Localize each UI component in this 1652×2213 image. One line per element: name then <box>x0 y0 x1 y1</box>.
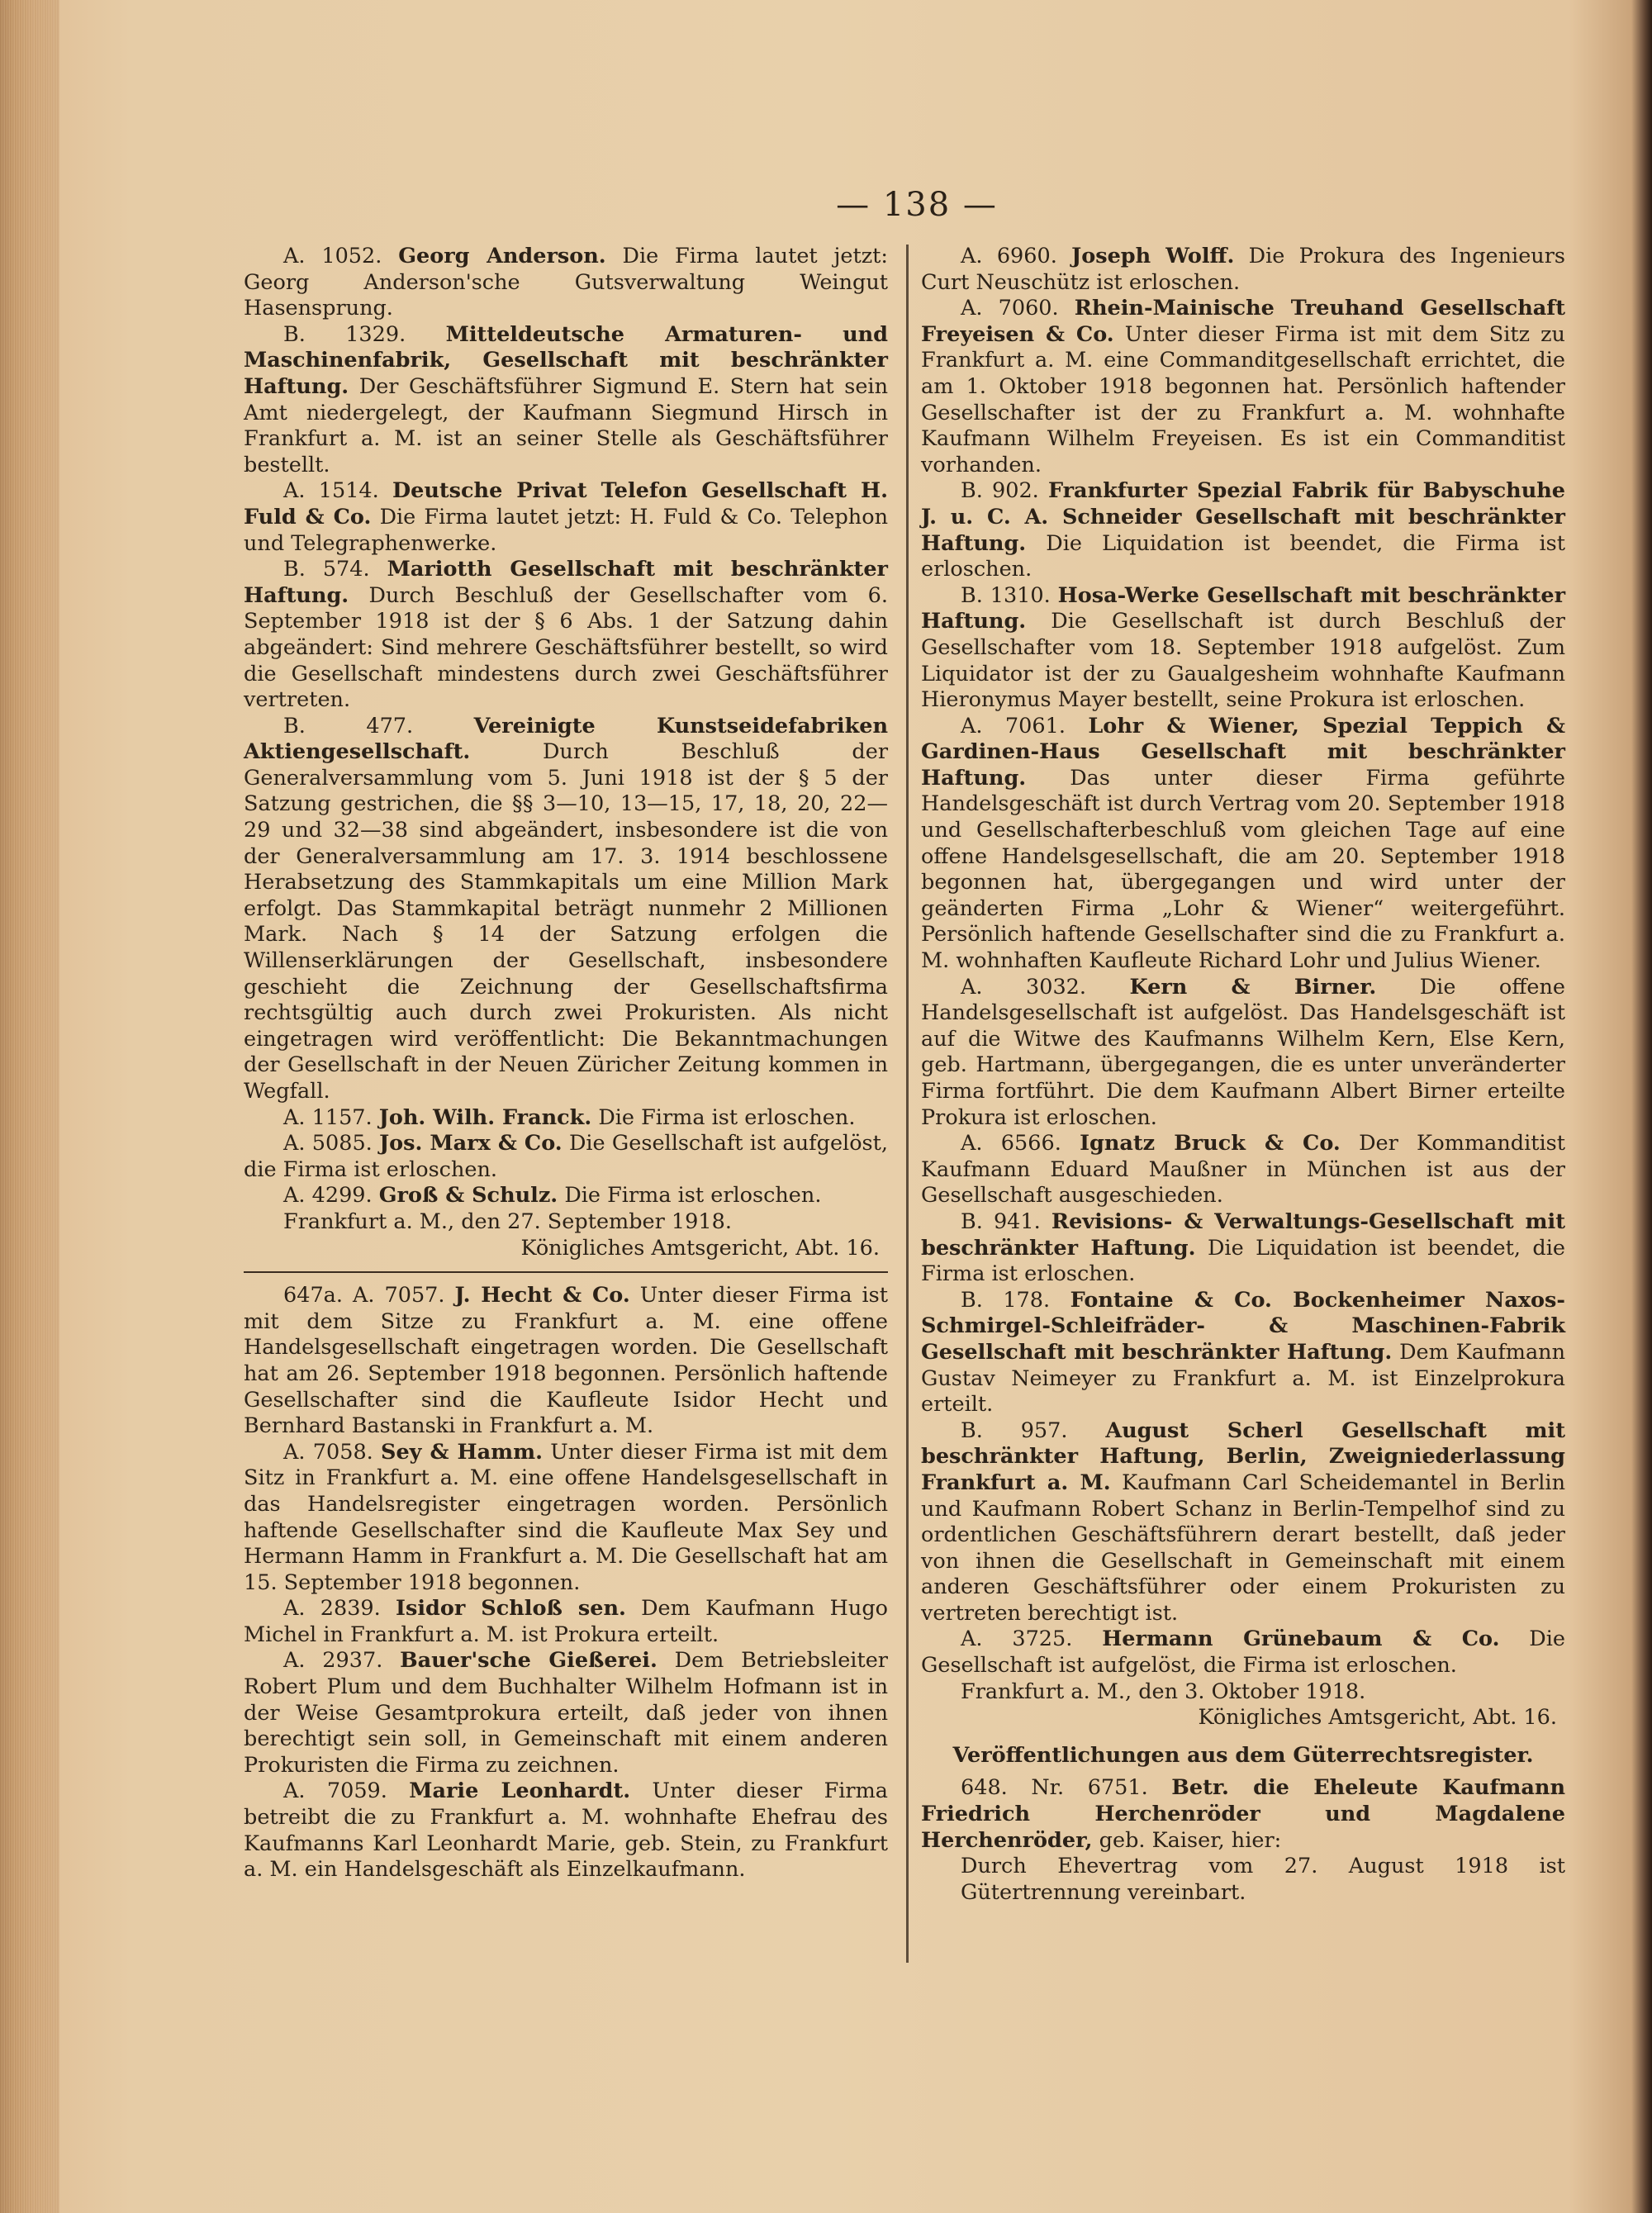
entry-text: Die Prokura des Ingenieurs Curt Neuschütz ist erloschen. <box>921 244 1565 295</box>
entry-text: Unter dieser Firma betreibt die zu Frankfurt a. M. wohnhafte Ehefrau des Kaufmanns Karl Leonhardt Marie, geb. Stein, zu Frankfurt a. M. ein Handelsgeschäft als Einzelkaufmann. <box>244 1778 888 1883</box>
entry-text: Die Firma ist erloschen. <box>564 1183 822 1209</box>
entry-text: Unter dieser Firma ist mit dem Sitze zu Frankfurt a. M. eine offene Handelsgesellschaft eingetragen worden. Die Gesellschaft hat am 26. September 1918 begonnen. Persönlich haftende Gesellschafter sind die Kaufleute Isidor Hecht und Bernhard Bastanski in Frankfurt a. M. <box>244 1283 889 1439</box>
register-entry <box>921 1209 1565 1288</box>
section-heading: Veröffentlichungen aus dem Güterrechtsregister. <box>952 1742 1534 1768</box>
register-entry <box>244 1778 888 1883</box>
entry-text: Dem Betriebsleiter Robert Plum und dem Buchhalter Wilhelm Hofmann ist in der Weise Gesamtprokura erteilt, daß jeder von ihnen berechtigt sein soll, in Gemeinschaft mit einem anderen Prokuristen die Firma zu zeichnen. <box>244 1648 888 1778</box>
entry-name: Rhein-Mainische Treuhand Gesellschaft Freyeisen & Co. <box>921 296 1566 347</box>
entry-ref: B. 941. <box>961 1209 1041 1234</box>
register-entry <box>244 244 888 322</box>
entry-ref: A. 3725. <box>961 1627 1073 1652</box>
entry-text: Dem Kaufmann Gustav Neimeyer zu Frankfurt a. M. ist Einzelprokura erteilt. <box>921 1339 1565 1418</box>
entry-text: Durch Beschluß der Generalversammlung vom 5. Juni 1918 ist der § 5 der Satzung gestrichen, die §§ 3—10, 13—15, 17, 18, 20, 22—29 und 32—38 sind abgeändert, insbesondere ist die von der Generalversammlung am 17. 3. 1914 beschlossene Herabsetzung des Stammkapitals um eine Million Mark erfolgt. Das Stammkapital beträgt nunmehr 2 Millionen Mark. Nach § 14 der Satzung erfolgen die Willenserklärungen der Gesellschaft, insbesondere geschieht die Zeichnung der Gesellschaftsfirma rechtsgültig auch durch zwei Prokuristen. Als nicht eingetragen wird veröffentlicht: Die Bekanntmachungen der Gesellschaft in der Neuen Züricher Zeitung kommen in Wegfall. <box>244 739 889 1104</box>
entry-text: Unter dieser Firma ist mit dem Sitz zu Frankfurt a. M. eine Commanditgesellschaft errichtet, die am 1. Oktober 1918 begonnen hat. Persönlich haftender Gesellschafter ist der zu Frankfurt a. M. wohnhafte Kaufmann Wilhelm Freyeisen. Es ist ein Commanditist vorhanden. <box>921 321 1565 477</box>
entry-name: Frankfurter Spezial Fabrik für Babyschuhe J. u. C. A. Schneider Gesellschaft mit beschränkter Haftung. <box>921 478 1566 556</box>
entry-name: Kern & Birner. <box>1129 974 1377 1000</box>
entry-ref: B. 1329. <box>283 321 406 347</box>
entry-text: Die Firma lautet jetzt: Georg Anderson'sche Gutsverwaltung Weingut Hasensprung. <box>244 244 889 321</box>
entry-name: Fontaine & Co. Bockenheimer Naxos-Schmirgel-Schleifräder- & Maschinen-Fabrik Gesellschaft mit beschränkter Haftung. <box>921 1287 1565 1365</box>
court-signature: Königliches Amtsgericht, Abt. 16. <box>1198 1705 1557 1731</box>
entry-ref: B. 1310. <box>961 582 1051 608</box>
entry-ref: A. 6566. <box>961 1131 1061 1156</box>
entry-name: Jos. Marx & Co. <box>379 1131 563 1156</box>
register-entry <box>244 1183 888 1209</box>
entry-text: Die Liquidation ist beendet, die Firma ist erloschen. <box>921 1235 1566 1287</box>
entry-text: Die Liquidation ist beendet, die Firma ist erloschen. <box>921 530 1566 582</box>
entry-ref: B. 574. <box>283 557 370 582</box>
register-entry <box>921 478 1565 582</box>
entry-name: Mitteldeutsche Armaturen- und Maschinenfabrik, Gesellschaft mit beschränkter Haftung. <box>244 321 889 399</box>
register-entry <box>244 1596 888 1648</box>
register-entry <box>921 1627 1565 1679</box>
entry-ref: A. 3032. <box>961 974 1087 1000</box>
entry-text: Unter dieser Firma ist mit dem Sitz in Frankfurt a. M. eine offene Handelsgesellschaft in das Handelsregister eingetragen worden. Persönlich haftende Gesellschafter sind die Kaufleute Max Sey und Hermann Hamm in Frankfurt a. M. Die Gesellschaft hat am 15. September 1918 begonnen. <box>244 1439 888 1595</box>
entry-ref: A. 1157. <box>283 1104 373 1130</box>
entry-name: Isidor Schloß sen. <box>396 1596 626 1622</box>
entry-text: Die Firma lautet jetzt: H. Fuld & Co. Telephon und Telegraphenwerke. <box>244 504 889 556</box>
entry-ref: B. 902. <box>961 478 1039 504</box>
entry-name: J. Hecht & Co. <box>454 1283 630 1308</box>
entry-ref: A. 5085. <box>283 1131 373 1156</box>
left-entries-1 <box>244 244 888 1209</box>
entry-name: Joseph Wolff. <box>1071 244 1235 268</box>
place-date: Frankfurt a. M., den 27. September 1918. <box>283 1209 732 1234</box>
entry-name: Mariotth Gesellschaft mit beschränkter Haftung. <box>244 557 888 608</box>
entry-name: Hermann Grünebaum & Co. <box>1102 1627 1500 1652</box>
entry-text: Die Gesellschaft ist durch Beschluß der Gesellschafter vom 18. September 1918 aufgelöst. Zum Liquidator ist der zu Gaualgesheim wohnhafte Kaufmann Hieronymus Mayer bestellt, seine Prokura ist erloschen. <box>921 609 1565 713</box>
entry-ref: A. 2937. <box>283 1648 383 1674</box>
entry-name: Deutsche Privat Telefon Gesellschaft H. Fuld & Co. <box>244 478 888 530</box>
entry-ref: A. 1514. <box>283 478 379 504</box>
register-entry <box>921 583 1565 714</box>
entry-text: Die Gesellschaft ist aufgelöst, die Firma ist erloschen. <box>921 1627 1565 1679</box>
entry-name: Marie Leonhardt. <box>409 1778 631 1804</box>
entry-name: Vereinigte Kunstseidefabriken Aktiengesellschaft. <box>244 713 889 765</box>
register-entry <box>921 244 1565 296</box>
entry-ref: A. 7058. <box>283 1439 373 1465</box>
court-signature: Königliches Amtsgericht, Abt. 16. <box>520 1235 880 1261</box>
entry-text: Kaufmann Carl Scheidemantel in Berlin und Kaufmann Robert Schanz in Berlin-Tempelhof sind zu ordentlichen Geschäftsführern derart bestellt, daß jeder von ihnen die Gesellschaft in Gemeinschaft mit einem anderen Geschäftsführer oder einem Prokuristen zu vertreten berechtigt ist. <box>921 1470 1566 1626</box>
register-entry <box>244 557 888 714</box>
entry-name: Sey & Hamm. <box>381 1439 544 1465</box>
entry-text: Der Geschäftsführer Sigmund E. Stern hat sein Amt niedergelegt, der Kaufmann Siegmund Hirsch in Frankfurt a. M. ist an seiner Stelle als Geschäftsführer bestellt. <box>244 373 888 477</box>
register-entry <box>921 1131 1565 1209</box>
entry-ref: 647a. A. 7057. <box>283 1283 445 1308</box>
entry-ref: A. 2839. <box>283 1596 381 1622</box>
register-entry <box>921 975 1565 1132</box>
entry-name: Joh. Wilh. Franck. <box>378 1104 592 1130</box>
entry-name: Betr. die Eheleute Kaufmann Friedrich Herchenröder und Magdalene Herchenröder, <box>921 1775 1566 1853</box>
entry-text: Die Gesellschaft ist aufgelöst, die Firma ist erloschen. <box>244 1131 888 1182</box>
register-entry <box>244 1283 888 1440</box>
column-rule <box>906 245 909 1963</box>
register-entry <box>921 296 1565 478</box>
register-entry <box>921 1288 1565 1418</box>
place-date: Frankfurt a. M., den 3. Oktober 1918. <box>961 1679 1366 1704</box>
entry-ref: B. 957. <box>961 1418 1068 1443</box>
register-entry <box>921 1418 1565 1627</box>
page-number: — 138 — <box>836 186 998 224</box>
register-entry <box>244 1131 888 1183</box>
entry-text: geb. Kaiser, hier: <box>1099 1827 1282 1853</box>
register-entry <box>244 1648 888 1778</box>
entry-text: Die offene Handelsgesellschaft ist aufgelöst. Das Handelsgeschäft ist auf die Witwe des Kaufmanns Wilhelm Kern, Else Kern, geb. Hartmann, übergegangen, die es unter unveränderter Firma fortführt. Die dem Kaufmann Albert Birner erteilte Prokura ist erloschen. <box>921 974 1565 1130</box>
entry-ref: A. 4299. <box>283 1183 373 1209</box>
entry-ref: B. 178. <box>961 1287 1051 1313</box>
entry-name: Georg Anderson. <box>398 244 606 268</box>
entry-text: Das unter dieser Firma geführte Handelsgeschäft ist durch Vertrag vom 20. September 1918 und Gesellschafterbeschluß vom gleichen Tage auf eine offene Handelsgesellschaft, die am 20. September 1918 begonnen hat, übergegangen und wird unter der geänderten Firma „Lohr & Wiener“ weitergeführt. Persönlich haftende Gesellschafter sind die zu Frankfurt a. M. wohnhaften Kaufleute Richard Lohr und Julius Wiener. <box>921 765 1565 974</box>
left-column <box>244 244 888 1883</box>
right-entries <box>921 244 1565 1679</box>
entry-ref: B. 477. <box>283 713 414 738</box>
entry-ref: A. 7060. <box>961 296 1059 321</box>
entry-ref: A. 7061. <box>961 713 1066 738</box>
entry-ref: A. 7059. <box>283 1778 387 1804</box>
entry-name: August Scherl Gesellschaft mit beschränkter Haftung, Berlin, Zweigniederlassung Frankfurt a. M. <box>921 1418 1565 1495</box>
register-entry <box>244 322 888 479</box>
book-edge <box>0 0 59 2213</box>
entry-ref: A. 1052. <box>283 244 382 268</box>
entry-text: Die Firma ist erloschen. <box>598 1104 856 1130</box>
register-entry <box>244 1440 888 1597</box>
register-entry <box>921 714 1565 975</box>
entry-ref: 648. Nr. 6751. <box>961 1775 1148 1801</box>
entry-text: Dem Kaufmann Hugo Michel in Frankfurt a. M. ist Prokura erteilt. <box>244 1596 888 1647</box>
register-entry <box>244 1105 888 1132</box>
entry-ref: A. 6960. <box>961 244 1057 268</box>
register-entry <box>244 478 888 557</box>
right-column <box>921 244 1565 1906</box>
section-rule <box>244 1271 888 1273</box>
register-entry <box>244 714 888 1105</box>
entry-text: Der Kommanditist Kaufmann Eduard Maußner in München ist aus der Gesellschaft ausgeschieden. <box>921 1131 1565 1209</box>
entry-name: Ignatz Bruck & Co. <box>1080 1131 1341 1156</box>
register-sub-entry: Durch Ehevertrag vom 27. August 1918 ist Gütertrennung vereinbart. <box>961 1854 1565 1905</box>
entry-name: Bauer'sche Gießerei. <box>400 1648 657 1674</box>
entry-name: Revisions- & Verwaltungs-Gesellschaft mit beschränkter Haftung. <box>921 1209 1565 1261</box>
left-entries-2 <box>244 1283 888 1883</box>
entry-name: Groß & Schulz. <box>378 1183 558 1209</box>
entry-name: Lohr & Wiener, Spezial Teppich & Gardinen-Haus Gesellschaft mit beschränkter Haftung. <box>921 713 1565 791</box>
register-entry <box>921 1775 1565 1854</box>
entry-text: Durch Beschluß der Gesellschafter vom 6. September 1918 ist der § 6 Abs. 1 der Satzung dahin abgeändert: Sind mehrere Geschäftsführer bestellt, so wird die Gesellschaft mindestens durch zwei Geschäftsführer vertreten. <box>244 582 888 713</box>
entry-name: Hosa-Werke Gesellschaft mit beschränkter Haftung. <box>921 582 1566 634</box>
